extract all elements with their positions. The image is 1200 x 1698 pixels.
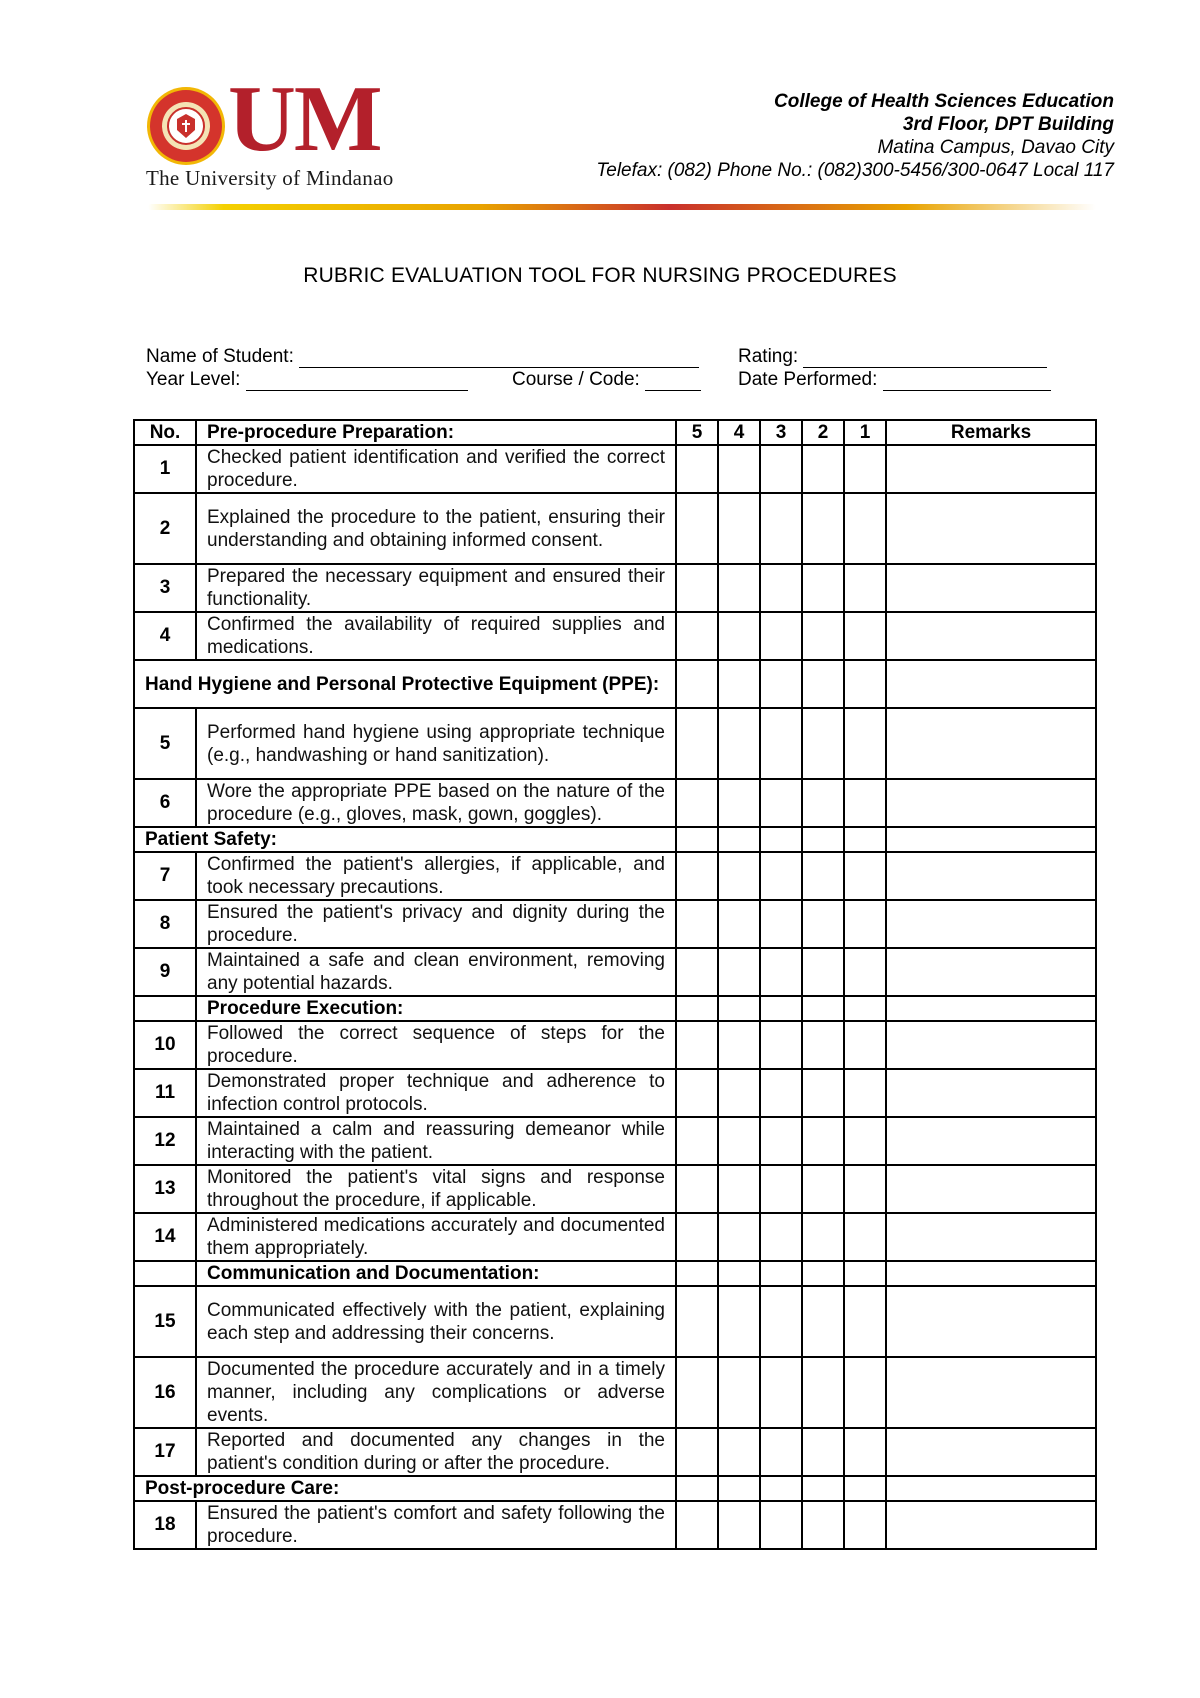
table-row bbox=[134, 1021, 1096, 1069]
table-row bbox=[134, 1165, 1096, 1213]
remarks-cell[interactable] bbox=[886, 852, 1096, 900]
score-4-cell[interactable] bbox=[718, 445, 760, 493]
section-cell bbox=[676, 996, 718, 1021]
score-4-cell[interactable] bbox=[718, 779, 760, 827]
score-4-cell[interactable] bbox=[718, 1069, 760, 1117]
section-cell bbox=[802, 1261, 844, 1286]
section-post-procedure-care: Post-procedure Care: bbox=[134, 1476, 676, 1501]
header-score-5: 5 bbox=[676, 420, 718, 445]
score-1-cell[interactable] bbox=[844, 1069, 886, 1117]
table-row bbox=[134, 852, 1096, 900]
year-level-label: Year Level: bbox=[146, 369, 241, 390]
section-cell bbox=[802, 660, 844, 708]
item-number: 6 bbox=[134, 779, 196, 827]
item-number: 1 bbox=[134, 445, 196, 493]
section-cell bbox=[676, 1476, 718, 1501]
score-4-cell[interactable] bbox=[718, 708, 760, 779]
section-pre-procedure: Pre-procedure Preparation: bbox=[196, 420, 676, 445]
score-4-cell[interactable] bbox=[718, 1021, 760, 1069]
table-row bbox=[134, 493, 1096, 564]
section-row bbox=[134, 996, 1096, 1021]
item-criterion: Confirmed the availability of required supplies and medications. bbox=[196, 612, 676, 660]
score-3-cell[interactable] bbox=[760, 493, 802, 564]
score-5-cell[interactable] bbox=[676, 564, 718, 612]
remarks-cell[interactable] bbox=[886, 1357, 1096, 1428]
score-3-cell[interactable] bbox=[760, 1165, 802, 1213]
score-5-cell[interactable] bbox=[676, 900, 718, 948]
table-row bbox=[134, 1069, 1096, 1117]
score-5-cell[interactable] bbox=[676, 1069, 718, 1117]
section-cell bbox=[886, 1261, 1096, 1286]
rating-line[interactable] bbox=[803, 348, 1047, 368]
score-1-cell[interactable] bbox=[844, 1428, 886, 1476]
score-4-cell[interactable] bbox=[718, 852, 760, 900]
section-cell bbox=[844, 827, 886, 852]
score-1-cell[interactable] bbox=[844, 779, 886, 827]
section-cell bbox=[802, 996, 844, 1021]
section-cell bbox=[844, 1476, 886, 1501]
name-of-student-line[interactable] bbox=[299, 348, 699, 368]
table-row bbox=[134, 900, 1096, 948]
score-2-cell[interactable] bbox=[802, 612, 844, 660]
score-4-cell[interactable] bbox=[718, 900, 760, 948]
header-score-1: 1 bbox=[844, 420, 886, 445]
section-cell bbox=[676, 1261, 718, 1286]
score-3-cell[interactable] bbox=[760, 1213, 802, 1261]
score-1-cell[interactable] bbox=[844, 1501, 886, 1549]
table-row bbox=[134, 708, 1096, 779]
score-2-cell[interactable] bbox=[802, 852, 844, 900]
score-4-cell[interactable] bbox=[718, 1165, 760, 1213]
score-2-cell[interactable] bbox=[802, 493, 844, 564]
item-number: 8 bbox=[134, 900, 196, 948]
item-number: 4 bbox=[134, 612, 196, 660]
name-of-student-label: Name of Student: bbox=[146, 346, 294, 367]
score-1-cell[interactable] bbox=[844, 493, 886, 564]
score-5-cell[interactable] bbox=[676, 852, 718, 900]
section-row bbox=[134, 1476, 1096, 1501]
item-criterion: Monitored the patient's vital signs and response throughout the procedure, if applicable. bbox=[196, 1165, 676, 1213]
score-4-cell[interactable] bbox=[718, 1286, 760, 1357]
score-1-cell[interactable] bbox=[844, 1213, 886, 1261]
score-4-cell[interactable] bbox=[718, 1501, 760, 1549]
rubric-table bbox=[133, 419, 1097, 1550]
rating-label: Rating: bbox=[738, 346, 799, 367]
date-performed-field[interactable] bbox=[738, 369, 1051, 391]
score-5-cell[interactable] bbox=[676, 493, 718, 564]
score-5-cell[interactable] bbox=[676, 1021, 718, 1069]
section-cell bbox=[802, 827, 844, 852]
remarks-cell[interactable] bbox=[886, 1165, 1096, 1213]
score-1-cell[interactable] bbox=[844, 1165, 886, 1213]
score-1-cell[interactable] bbox=[844, 708, 886, 779]
remarks-cell[interactable] bbox=[886, 1501, 1096, 1549]
remarks-cell[interactable] bbox=[886, 779, 1096, 827]
remarks-cell[interactable] bbox=[886, 1117, 1096, 1165]
score-2-cell[interactable] bbox=[802, 900, 844, 948]
item-criterion: Demonstrated proper technique and adherence to infection control protocols. bbox=[196, 1069, 676, 1117]
score-3-cell[interactable] bbox=[760, 708, 802, 779]
table-row bbox=[134, 445, 1096, 493]
score-5-cell[interactable] bbox=[676, 1286, 718, 1357]
section-cell bbox=[134, 996, 196, 1021]
table-row bbox=[134, 1213, 1096, 1261]
score-4-cell[interactable] bbox=[718, 1117, 760, 1165]
header-score-3: 3 bbox=[760, 420, 802, 445]
document-title: RUBRIC EVALUATION TOOL FOR NURSING PROCEDURES bbox=[303, 264, 897, 287]
item-criterion: Checked patient identification and verified the correct procedure. bbox=[196, 445, 676, 493]
section-row bbox=[134, 827, 1096, 852]
year-level-field[interactable] bbox=[146, 369, 468, 391]
score-5-cell[interactable] bbox=[676, 612, 718, 660]
table-row bbox=[134, 1357, 1096, 1428]
score-2-cell[interactable] bbox=[802, 1213, 844, 1261]
score-4-cell[interactable] bbox=[718, 612, 760, 660]
score-3-cell[interactable] bbox=[760, 779, 802, 827]
item-criterion: Wore the appropriate PPE based on the nature of the procedure (e.g., gloves, mask, gown, goggles). bbox=[196, 779, 676, 827]
score-3-cell[interactable] bbox=[760, 445, 802, 493]
section-cell bbox=[718, 660, 760, 708]
item-criterion: Followed the correct sequence of steps for the procedure. bbox=[196, 1021, 676, 1069]
item-criterion: Reported and documented any changes in the patient's condition during or after the procedure. bbox=[196, 1428, 676, 1476]
item-number: 10 bbox=[134, 1021, 196, 1069]
table-header-row bbox=[134, 420, 1096, 445]
date-performed-label: Date Performed: bbox=[738, 369, 878, 390]
header-remarks: Remarks bbox=[886, 420, 1096, 445]
score-5-cell[interactable] bbox=[676, 1357, 718, 1428]
section-cell bbox=[718, 1476, 760, 1501]
logo-letters: UM bbox=[228, 67, 381, 171]
item-criterion: Confirmed the patient's allergies, if applicable, and took necessary precautions. bbox=[196, 852, 676, 900]
name-of-student-field[interactable] bbox=[146, 346, 699, 368]
item-criterion: Communicated effectively with the patient, explaining each step and addressing their concerns. bbox=[196, 1286, 676, 1357]
score-3-cell[interactable] bbox=[760, 1428, 802, 1476]
section-cell bbox=[886, 996, 1096, 1021]
score-2-cell[interactable] bbox=[802, 445, 844, 493]
score-3-cell[interactable] bbox=[760, 1021, 802, 1069]
score-3-cell[interactable] bbox=[760, 1117, 802, 1165]
score-1-cell[interactable] bbox=[844, 445, 886, 493]
table-row bbox=[134, 779, 1096, 827]
item-number: 15 bbox=[134, 1286, 196, 1357]
section-cell bbox=[676, 827, 718, 852]
header-score-4: 4 bbox=[718, 420, 760, 445]
table-row bbox=[134, 1117, 1096, 1165]
score-3-cell[interactable] bbox=[760, 1286, 802, 1357]
item-number: 5 bbox=[134, 708, 196, 779]
rating-field[interactable] bbox=[738, 346, 1047, 368]
item-criterion: Documented the procedure accurately and in a timely manner, including any complications or adverse events. bbox=[196, 1357, 676, 1428]
item-number: 12 bbox=[134, 1117, 196, 1165]
section-cell bbox=[760, 1476, 802, 1501]
score-5-cell[interactable] bbox=[676, 445, 718, 493]
college-name: College of Health Sciences Education bbox=[774, 91, 1114, 112]
score-2-cell[interactable] bbox=[802, 708, 844, 779]
section-cell bbox=[886, 827, 1096, 852]
score-3-cell[interactable] bbox=[760, 1357, 802, 1428]
item-number: 18 bbox=[134, 1501, 196, 1549]
score-5-cell[interactable] bbox=[676, 1213, 718, 1261]
score-3-cell[interactable] bbox=[760, 564, 802, 612]
section-row bbox=[134, 1261, 1096, 1286]
section-cell bbox=[718, 827, 760, 852]
section-cell bbox=[802, 1476, 844, 1501]
item-criterion: Prepared the necessary equipment and ensured their functionality. bbox=[196, 564, 676, 612]
score-1-cell[interactable] bbox=[844, 564, 886, 612]
year-level-line[interactable] bbox=[246, 371, 468, 391]
section-cell bbox=[760, 1261, 802, 1286]
remarks-cell[interactable] bbox=[886, 612, 1096, 660]
remarks-cell[interactable] bbox=[886, 1428, 1096, 1476]
university-seal-icon bbox=[146, 86, 226, 166]
score-5-cell[interactable] bbox=[676, 779, 718, 827]
section-cell bbox=[134, 1261, 196, 1286]
score-1-cell[interactable] bbox=[844, 1117, 886, 1165]
table-row bbox=[134, 564, 1096, 612]
score-2-cell[interactable] bbox=[802, 948, 844, 996]
item-criterion: Maintained a safe and clean environment, removing any potential hazards. bbox=[196, 948, 676, 996]
score-3-cell[interactable] bbox=[760, 900, 802, 948]
score-4-cell[interactable] bbox=[718, 1357, 760, 1428]
score-5-cell[interactable] bbox=[676, 1165, 718, 1213]
section-cell bbox=[886, 1476, 1096, 1501]
section-cell bbox=[844, 996, 886, 1021]
score-5-cell[interactable] bbox=[676, 708, 718, 779]
score-5-cell[interactable] bbox=[676, 1501, 718, 1549]
remarks-cell[interactable] bbox=[886, 445, 1096, 493]
score-3-cell[interactable] bbox=[760, 852, 802, 900]
section-cell bbox=[760, 996, 802, 1021]
score-2-cell[interactable] bbox=[802, 1501, 844, 1549]
item-criterion: Performed hand hygiene using appropriate technique (e.g., handwashing or hand sanitization). bbox=[196, 708, 676, 779]
item-number: 9 bbox=[134, 948, 196, 996]
item-number: 16 bbox=[134, 1357, 196, 1428]
section-cell bbox=[760, 827, 802, 852]
section-cell bbox=[886, 660, 1096, 708]
section-communication-documentation: Communication and Documentation: bbox=[196, 1261, 676, 1286]
item-number: 3 bbox=[134, 564, 196, 612]
course-code-line[interactable] bbox=[645, 371, 701, 391]
section-cell bbox=[718, 996, 760, 1021]
section-row bbox=[134, 660, 1096, 708]
score-2-cell[interactable] bbox=[802, 1069, 844, 1117]
remarks-cell[interactable] bbox=[886, 708, 1096, 779]
item-criterion: Ensured the patient's comfort and safety following the procedure. bbox=[196, 1501, 676, 1549]
table-row bbox=[134, 612, 1096, 660]
score-1-cell[interactable] bbox=[844, 1286, 886, 1357]
section-cell bbox=[844, 660, 886, 708]
item-criterion: Explained the procedure to the patient, ensuring their understanding and obtaining informed consent. bbox=[196, 493, 676, 564]
score-4-cell[interactable] bbox=[718, 493, 760, 564]
score-5-cell[interactable] bbox=[676, 1117, 718, 1165]
item-number: 14 bbox=[134, 1213, 196, 1261]
score-1-cell[interactable] bbox=[844, 612, 886, 660]
university-name: The University of Mindanao bbox=[146, 166, 394, 190]
score-1-cell[interactable] bbox=[844, 852, 886, 900]
college-floor: 3rd Floor, DPT Building bbox=[902, 114, 1114, 135]
table-row bbox=[134, 1286, 1096, 1357]
score-2-cell[interactable] bbox=[802, 1021, 844, 1069]
remarks-cell[interactable] bbox=[886, 493, 1096, 564]
course-code-field[interactable] bbox=[512, 369, 701, 391]
item-number: 7 bbox=[134, 852, 196, 900]
section-cell bbox=[760, 660, 802, 708]
score-3-cell[interactable] bbox=[760, 612, 802, 660]
remarks-cell[interactable] bbox=[886, 1286, 1096, 1357]
item-number: 13 bbox=[134, 1165, 196, 1213]
university-logo bbox=[146, 67, 426, 196]
score-3-cell[interactable] bbox=[760, 948, 802, 996]
score-2-cell[interactable] bbox=[802, 779, 844, 827]
item-criterion: Administered medications accurately and documented them appropriately. bbox=[196, 1213, 676, 1261]
section-procedure-execution: Procedure Execution: bbox=[196, 996, 676, 1021]
section-patient-safety: Patient Safety: bbox=[134, 827, 676, 852]
score-3-cell[interactable] bbox=[760, 1069, 802, 1117]
item-number: 11 bbox=[134, 1069, 196, 1117]
score-4-cell[interactable] bbox=[718, 1428, 760, 1476]
table-row bbox=[134, 1501, 1096, 1549]
score-4-cell[interactable] bbox=[718, 1213, 760, 1261]
score-2-cell[interactable] bbox=[802, 1357, 844, 1428]
score-4-cell[interactable] bbox=[718, 948, 760, 996]
score-2-cell[interactable] bbox=[802, 564, 844, 612]
score-1-cell[interactable] bbox=[844, 900, 886, 948]
score-3-cell[interactable] bbox=[760, 1501, 802, 1549]
item-number: 2 bbox=[134, 493, 196, 564]
remarks-cell[interactable] bbox=[886, 1069, 1096, 1117]
score-2-cell[interactable] bbox=[802, 1117, 844, 1165]
score-1-cell[interactable] bbox=[844, 1357, 886, 1428]
score-4-cell[interactable] bbox=[718, 564, 760, 612]
score-2-cell[interactable] bbox=[802, 1165, 844, 1213]
header-no: No. bbox=[134, 420, 196, 445]
remarks-cell[interactable] bbox=[886, 900, 1096, 948]
college-contact-block bbox=[596, 90, 1114, 182]
remarks-cell[interactable] bbox=[886, 1213, 1096, 1261]
score-5-cell[interactable] bbox=[676, 948, 718, 996]
score-1-cell[interactable] bbox=[844, 1021, 886, 1069]
college-campus: Matina Campus, Davao City bbox=[877, 137, 1114, 158]
score-1-cell[interactable] bbox=[844, 948, 886, 996]
remarks-cell[interactable] bbox=[886, 564, 1096, 612]
course-code-label: Course / Code: bbox=[512, 369, 640, 390]
remarks-cell[interactable] bbox=[886, 948, 1096, 996]
section-cell bbox=[718, 1261, 760, 1286]
remarks-cell[interactable] bbox=[886, 1021, 1096, 1069]
score-2-cell[interactable] bbox=[802, 1286, 844, 1357]
table-row bbox=[134, 948, 1096, 996]
section-hand-hygiene-ppe: Hand Hygiene and Personal Protective Equipment (PPE): bbox=[134, 660, 676, 708]
item-criterion: Maintained a calm and reassuring demeanor while interacting with the patient. bbox=[196, 1117, 676, 1165]
header-score-2: 2 bbox=[802, 420, 844, 445]
item-criterion: Ensured the patient's privacy and dignity during the procedure. bbox=[196, 900, 676, 948]
section-cell bbox=[844, 1261, 886, 1286]
table-row bbox=[134, 1428, 1096, 1476]
score-2-cell[interactable] bbox=[802, 1428, 844, 1476]
score-5-cell[interactable] bbox=[676, 1428, 718, 1476]
college-telefax: Telefax: (082) Phone No.: (082)300-5456/300-0647 Local 117 bbox=[596, 160, 1114, 181]
section-cell bbox=[676, 660, 718, 708]
date-performed-line[interactable] bbox=[883, 371, 1051, 391]
header-divider bbox=[148, 204, 1096, 210]
item-number: 17 bbox=[134, 1428, 196, 1476]
